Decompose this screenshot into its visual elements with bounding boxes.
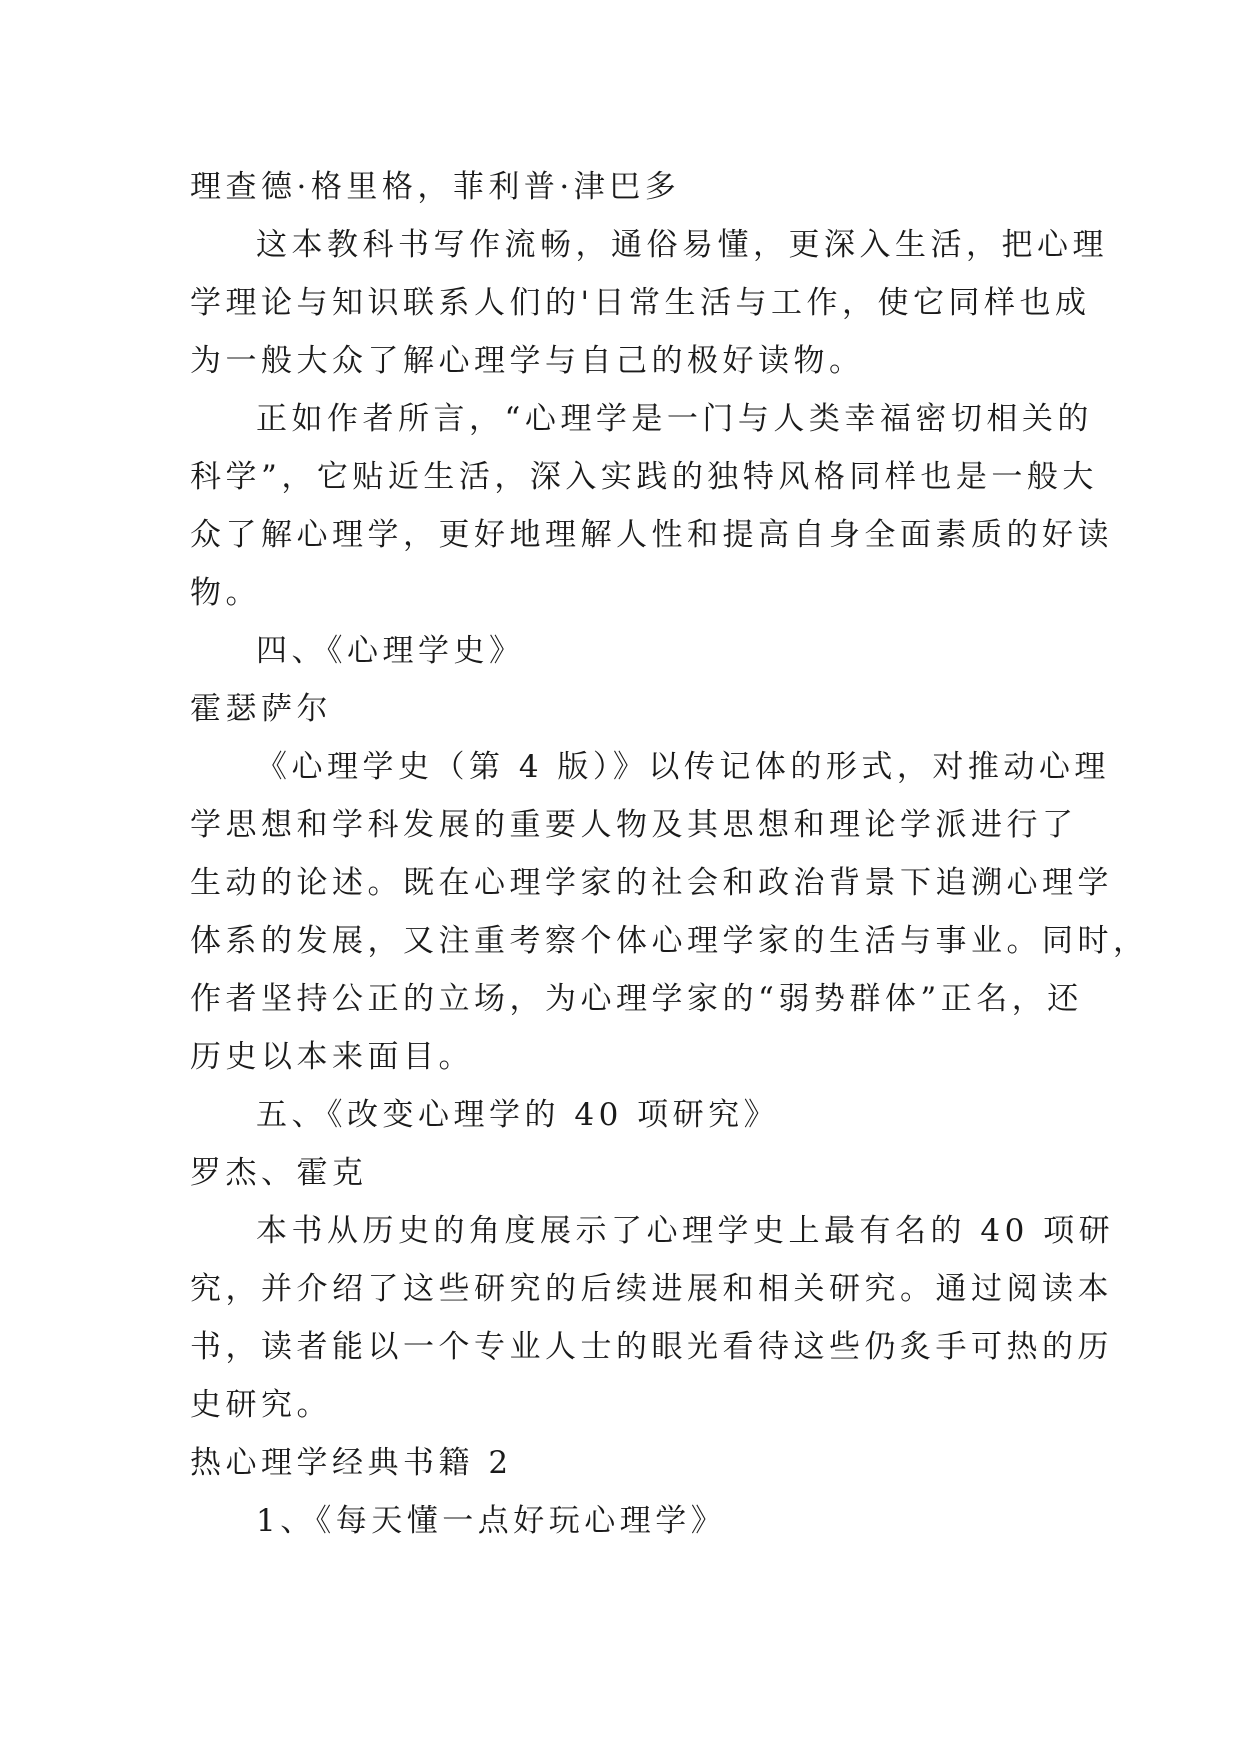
paragraph-line: 科学”，它贴近生活，深入实践的独特风格同样也是一般大 bbox=[190, 459, 1098, 495]
author-line: 罗杰、霍克 bbox=[190, 1155, 368, 1191]
paragraph-line: 本书从历史的角度展示了心理学史上最有名的 40 项研 bbox=[256, 1213, 1115, 1249]
paragraph-line: 究，并介绍了这些研究的后续进展和相关研究。通过阅读本 bbox=[190, 1271, 1113, 1307]
paragraph-line: 这本教科书写作流畅，通俗易懂，更深入生活，把心理 bbox=[256, 227, 1108, 263]
paragraph-line: 生动的论述。既在心理学家的社会和政治背景下追溯心理学 bbox=[190, 865, 1113, 901]
section-title: 热心理学经典书籍 2 bbox=[190, 1445, 513, 1481]
list-item: 1、《每天懂一点好玩心理学》 bbox=[256, 1503, 727, 1539]
paragraph-forty-studies bbox=[190, 1202, 1115, 1434]
paragraph-history-of-psychology bbox=[190, 738, 1149, 1086]
paragraph-line: 物。 bbox=[190, 575, 261, 611]
paragraph-line: 历史以本来面目。 bbox=[190, 1039, 474, 1075]
paragraph-line: 正如作者所言，“心理学是一门与人类幸福密切相关的 bbox=[256, 401, 1093, 437]
paragraph-line: 体系的发展，又注重考察个体心理学家的生活与事业。同时， bbox=[190, 923, 1149, 959]
paragraph-textbook-description bbox=[190, 216, 1108, 390]
paragraph-line: 《心理学史（第 4 版）》以传记体的形式，对推动心理 bbox=[256, 749, 1110, 785]
paragraph-line: 史研究。 bbox=[190, 1387, 332, 1423]
author-line: 霍瑟萨尔 bbox=[190, 691, 332, 727]
paragraph-line: 书，读者能以一个专业人士的眼光看待这些仍炙手可热的历 bbox=[190, 1329, 1113, 1365]
section-heading-5: 五、《改变心理学的 40 项研究》 bbox=[256, 1097, 780, 1133]
author-line: 理查德·格里格，菲利普·津巴多 bbox=[190, 169, 681, 205]
paragraph-line: 学思想和学科发展的重要人物及其思想和理论学派进行了 bbox=[190, 807, 1078, 843]
paragraph-author-quote bbox=[190, 390, 1113, 622]
paragraph-line: 作者坚持公正的立场，为心理学家的“弱势群体”正名，还 bbox=[190, 981, 1083, 1017]
document-body bbox=[190, 158, 1149, 1550]
paragraph-line: 学理论与知识联系人们的'日常生活与工作，使它同样也成 bbox=[190, 285, 1091, 321]
paragraph-line: 众了解心理学，更好地理解人性和提高自身全面素质的好读 bbox=[190, 517, 1113, 553]
section-heading-4: 四、《心理学史》 bbox=[256, 633, 525, 669]
paragraph-line: 为一般大众了解心理学与自己的极好读物。 bbox=[190, 343, 865, 379]
